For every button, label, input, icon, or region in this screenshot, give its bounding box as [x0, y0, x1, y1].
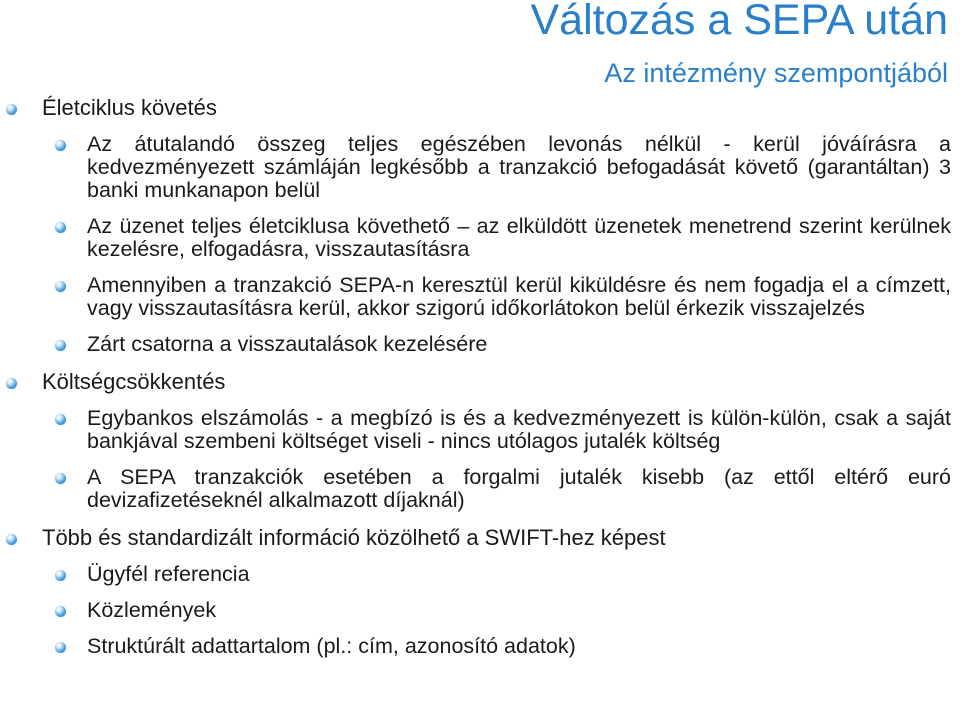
section-lifecycle [0, 95, 960, 121]
section-standardized-info [0, 525, 960, 551]
bullet-item [0, 563, 960, 586]
bullet-text: Az átutalandó összeg teljes egészében levonás nélkül - kerül jóváírásra a kedvezményezett számláján legkésőbb a tranzakció befogadását követő (garantáltan) 3 banki munkanapon belül [87, 132, 951, 202]
bullet-item [0, 635, 960, 658]
bullet-text: Amennyiben a tranzakció SEPA-n keresztül kerül kiküldésre és nem fogadja el a címzett, vagy visszautasításra kerül, akkor szigorú időkorlátokon belül érkezik visszajelzés [87, 273, 951, 320]
slide-content [0, 95, 960, 671]
bullet-text: Közlemények [87, 598, 217, 622]
bullet-text: Az üzenet teljes életciklusa követhető – az elküldött üzenetek menetrend szerint kerülnek kezelésre, elfogadásra, visszautasításra [87, 214, 951, 261]
section-label: Költségcsökkentés [42, 369, 226, 394]
bullet-text: Zárt csatorna a visszautalások kezelésére [87, 332, 488, 356]
bullet-item [0, 599, 960, 622]
bullet-text: Egybankos elszámolás - a megbízó is és a kedvezményezett is külön-külön, csak a saját bankjával szembeni költséget viseli - nincs utólagos jutalék költség [87, 406, 951, 453]
bullet-item [0, 274, 960, 320]
bullet-text: Struktúrált adattartalom (pl.: cím, azonosító adatok) [87, 634, 576, 658]
bullet-icon [55, 140, 66, 151]
bullet-icon [55, 281, 66, 292]
bullet-item [0, 333, 960, 356]
bullet-icon [55, 606, 66, 617]
bullet-text: A SEPA tranzakciók esetében a forgalmi jutalék kisebb (az ettől eltérő euró devizafizetéseknél alkalmazott díjaknál) [87, 465, 951, 512]
bullet-item [0, 466, 960, 512]
slide-title: Változás a SEPA után [530, 0, 948, 44]
bullet-icon [55, 570, 66, 581]
section-label: Több és standardizált információ közölhető a SWIFT-hez képest [42, 525, 666, 550]
bullet-icon [55, 340, 66, 351]
bullet-text: Ügyfél referencia [87, 562, 250, 586]
bullet-item [0, 133, 960, 202]
bullet-icon [55, 642, 66, 653]
bullet-icon [55, 222, 66, 233]
bullet-icon [55, 414, 66, 425]
section-label: Életciklus követés [42, 95, 217, 120]
bullet-icon [55, 473, 66, 484]
section-cost-reduction [0, 369, 960, 395]
bullet-item [0, 215, 960, 261]
bullet-icon [6, 534, 17, 545]
slide-subtitle: Az intézmény szempontjából [604, 58, 948, 88]
bullet-icon [6, 104, 17, 115]
bullet-item [0, 407, 960, 453]
bullet-icon [6, 378, 17, 389]
